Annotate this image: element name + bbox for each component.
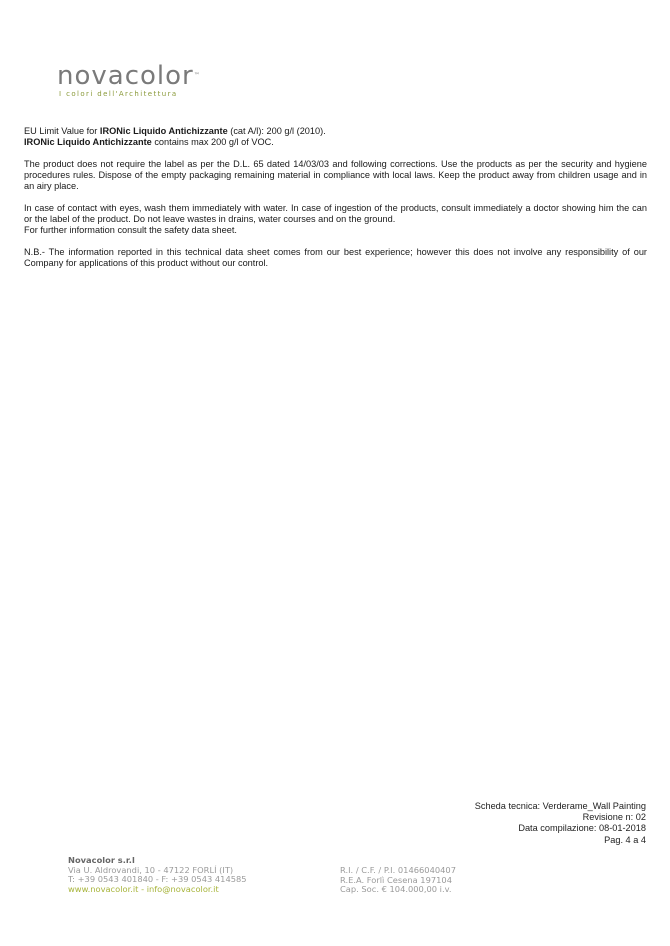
document-body xyxy=(24,126,647,280)
product-name: IRONic Liquido Antichizzante xyxy=(99,126,228,136)
scheda-tecnica: Scheda tecnica: Verderame_Wall Painting xyxy=(474,801,646,811)
voc-content-line: IRONic Liquido Antichizzante contains max 200 g/l of VOC. xyxy=(24,137,274,147)
footer-address: Via U. Aldrovandi, 10 - 47122 FORLÍ (IT) xyxy=(68,864,234,875)
logo-wordmark: novacolor xyxy=(57,61,194,91)
voc-limit-line: EU Limit Value for IRONic Liquido Antichizzante (cat A/l): 200 g/l (2010). xyxy=(24,126,326,136)
footer-company xyxy=(68,856,247,894)
contact-paragraph: In case of contact with eyes, wash them immediately with water. In case of ingestion of the products, consult immediately a doctor showing him the can or the label of the product. Do not leave wastes in drains, water courses and on the ground. xyxy=(24,203,647,224)
footer-ri: R.I. / C.F. / P.I. 01466040407 xyxy=(340,865,456,875)
logo-tagline: I colori dell'Architettura xyxy=(59,90,178,98)
footer-web-email: www.novacolor.it - info@novacolor.it xyxy=(68,883,219,894)
company-logo xyxy=(57,62,200,98)
footer-registry xyxy=(340,866,456,895)
page-number: Pag. 4 a 4 xyxy=(604,834,646,845)
footer-phone: T: +39 0543 401840 - F: +39 0543 414585 xyxy=(68,874,247,885)
nb-disclaimer-paragraph: N.B.- The information reported in this technical data sheet comes from our best experience; however this does not involve any responsibility of our Company for applications of this product without our control. xyxy=(24,247,647,268)
logo-trademark: ™ xyxy=(193,72,200,79)
footer-capital: Cap. Soc. € 104.000,00 i.v. xyxy=(340,884,452,895)
footer-company-name: Novacolor s.r.l xyxy=(68,855,135,865)
revision-number: Revisione n: 02 xyxy=(582,812,646,823)
label-disposal-paragraph: The product does not require the label as per the D.L. 65 dated 14/03/03 and following corrections. Use the products as per the security and hygiene procedures rules. Dispose of the empty packaging remaining material in compliance with local laws. Keep the product away from children usage and in an airy place. xyxy=(24,159,647,191)
document-meta xyxy=(475,801,646,846)
compilation-date: Data compilazione: 08-01-2018 xyxy=(518,823,646,834)
footer-rea: R.E.A. Forlì Cesena 197104 xyxy=(340,874,452,885)
further-info-line: For further information consult the safety data sheet. xyxy=(24,225,237,235)
product-name: IRONic Liquido Antichizzante xyxy=(24,137,152,147)
